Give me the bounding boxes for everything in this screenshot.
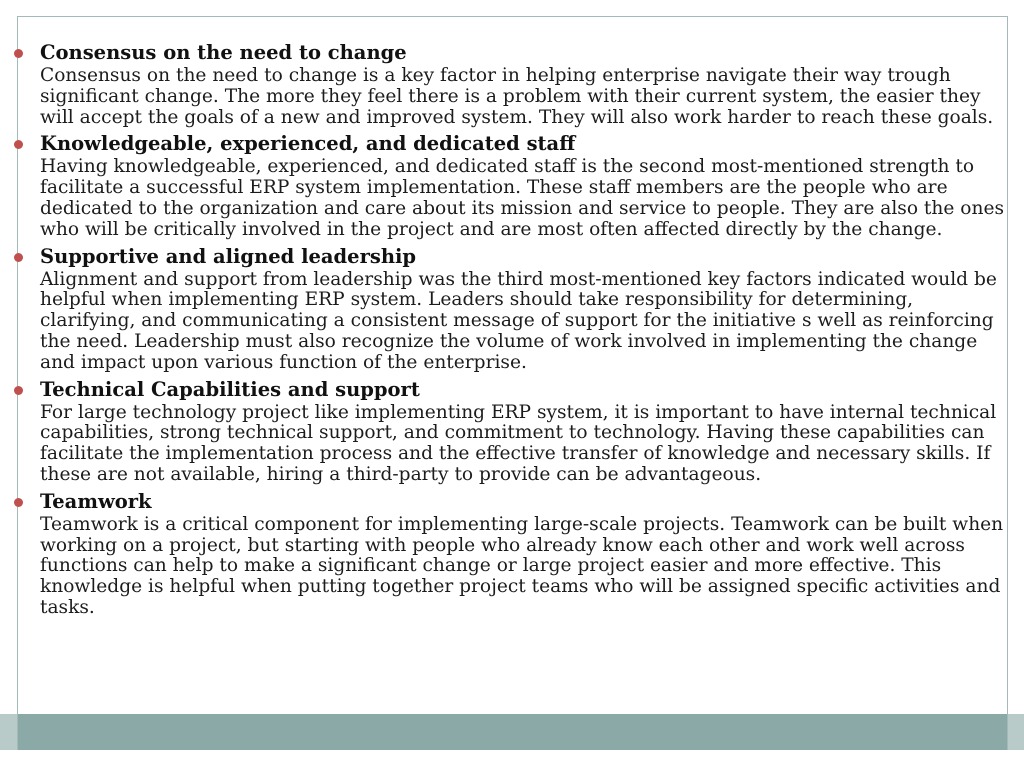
section-heading-label: Supportive and aligned leadership (40, 244, 417, 268)
section-heading (40, 490, 1004, 513)
section-heading-label: Consensus on the need to change (40, 41, 407, 64)
bullet-icon (14, 386, 23, 395)
section-heading (40, 378, 1004, 401)
section-heading (40, 132, 1004, 155)
bottom-bar (17, 714, 1008, 750)
bullet-section (40, 490, 1004, 619)
section-paragraph: For large technology project like implementing ERP system, it is important to have internal technical capabilities, strong technical support, and commitment to technology. Having these capabilities can facilitate the implementation process and the effective transfer of knowledge and necessary skills. If these are not available, hiring a third-party to provide can be advantageous. (40, 401, 997, 485)
section-heading (40, 41, 1004, 64)
section-heading-label: Technical Capabilities and support (40, 377, 420, 401)
bullet-icon (14, 140, 23, 149)
section-paragraph: Alignment and support from leadership was the third most-mentioned key factors indicated would be helpful when implementing ERP system. Leaders should take responsibility for determining, clarifying, and communicating a consistent message of support for the initiative s well as reinforcing the need. Leadership must also recognize the volume of work involved in implementing the change and impact upon various function of the enterprise. (40, 268, 997, 373)
section-paragraph: Having knowledgeable, experienced, and dedicated staff is the second most-mentioned strength to facilitate a successful ERP system implementation. These staff members are the people who are dedicated to the organization and care about its mission and service to people. They are also the ones who will be critically involved in the project and are most often affected directly by the change. (40, 156, 1005, 240)
bullet-icon (14, 498, 23, 507)
bullet-section (40, 41, 1004, 128)
bullet-icon (14, 253, 23, 262)
slide-content (40, 41, 1004, 620)
bullet-section (40, 378, 1004, 486)
section-heading-label: Knowledgeable, experienced, and dedicated staff (40, 132, 576, 156)
section-heading-label: Teamwork (40, 489, 152, 513)
section-paragraph: Consensus on the need to change is a key factor in helping enterprise navigate their way trough significant change. The more they feel there is a problem with their current system, the easier they will accept the goals of a new and improved system. They will also work harder to reach these goals. (40, 65, 994, 128)
section-paragraph: Teamwork is a critical component for implementing large-scale projects. Teamwork can be built when working on a project, but starting with people who already know each other and work well across functions can help to make a significant change or large project easier and more effective. This knowledge is helpful when putting together project teams who will be assigned specific activities and tasks. (40, 513, 1004, 618)
bullet-icon (14, 49, 23, 58)
bullet-section (40, 245, 1004, 374)
section-heading (40, 245, 1004, 268)
bullet-section (40, 132, 1004, 240)
